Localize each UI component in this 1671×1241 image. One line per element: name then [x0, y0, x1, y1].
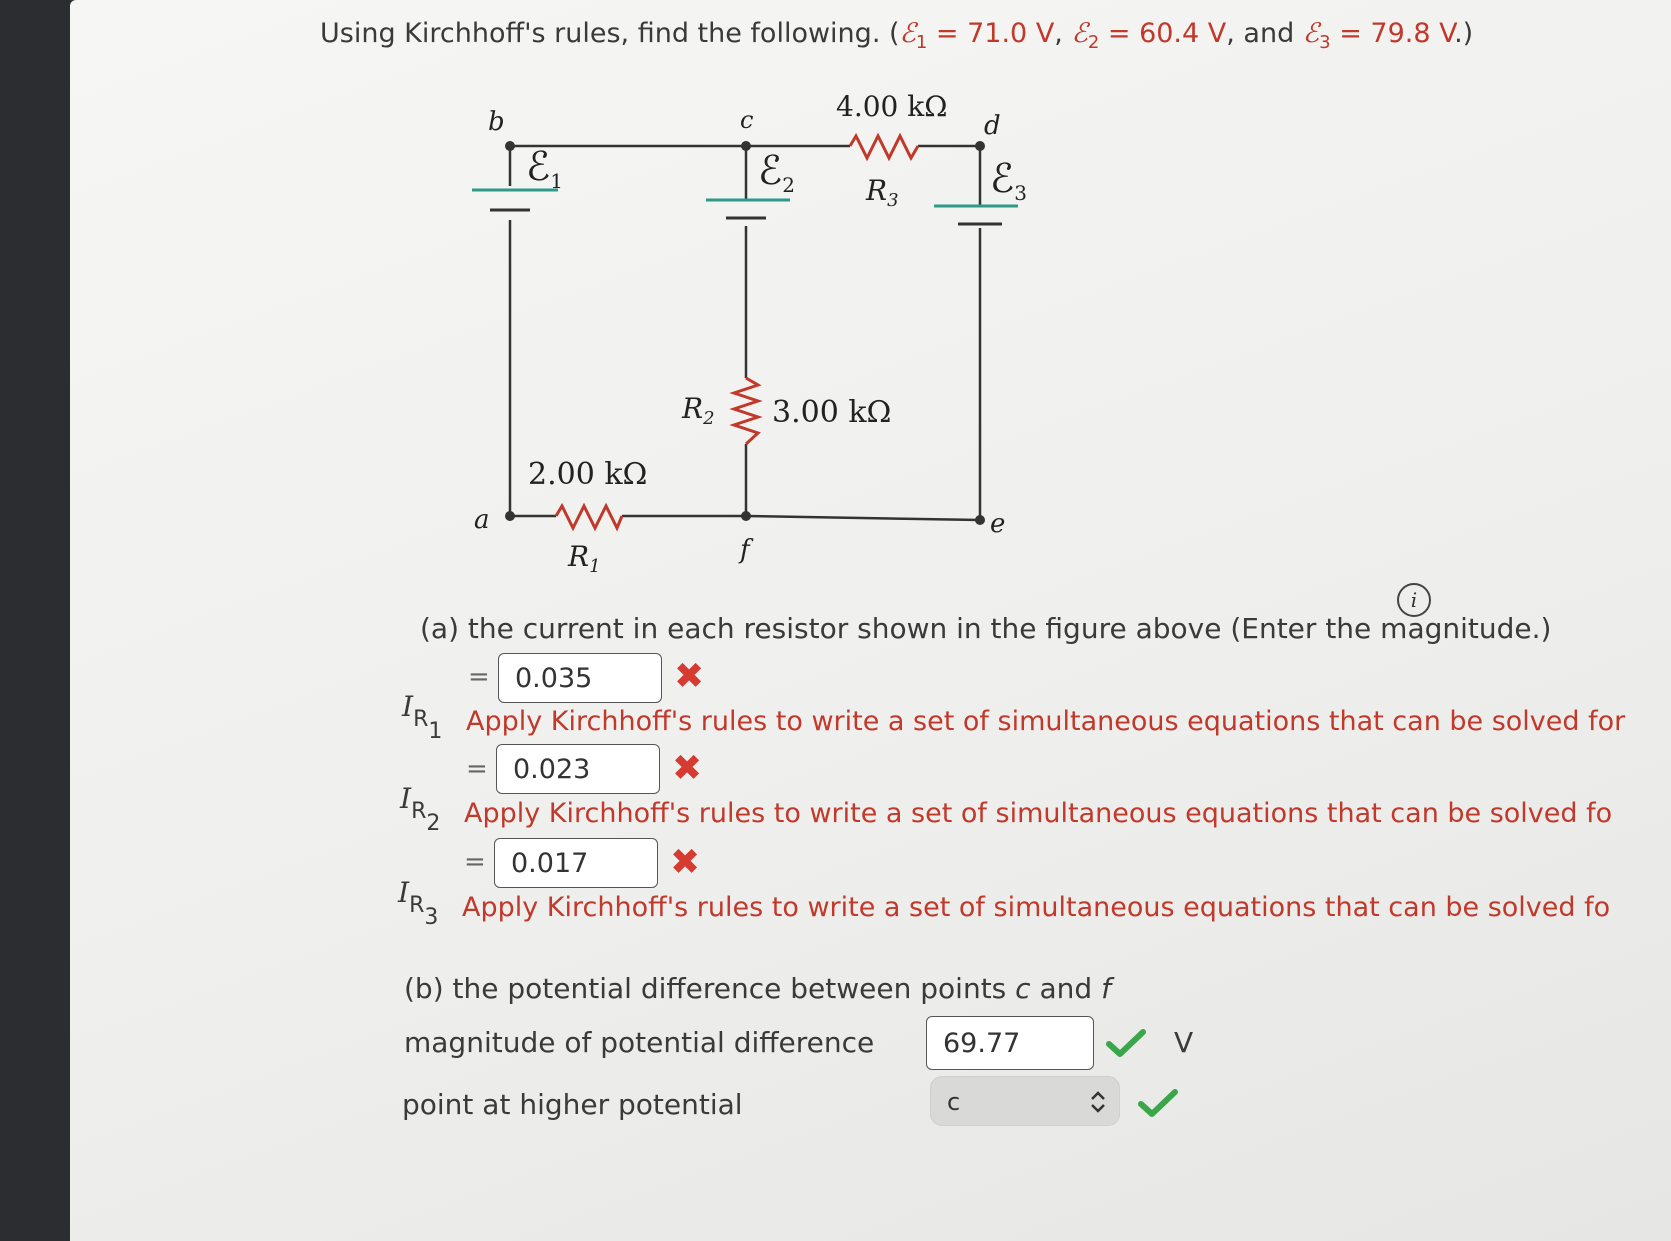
- emf1-value: = 71.0 V: [927, 18, 1055, 49]
- r3-value: 4.00 kΩ: [836, 90, 948, 123]
- info-icon[interactable]: i: [1397, 583, 1431, 617]
- battery-emf3: [934, 206, 1018, 224]
- node-d-label: d: [984, 111, 1001, 141]
- i-r1-wrong-icon: ✖: [674, 656, 705, 697]
- emf3-label: ℰ$_3$: [990, 156, 1027, 205]
- r3-name: $R_3$: [866, 174, 899, 211]
- emf2-given: [1071, 18, 1227, 53]
- higher-potential-correct-icon: [1138, 1088, 1178, 1118]
- i-r2-input[interactable]: 0.023: [496, 744, 660, 794]
- emf2-subscript: 2: [1087, 32, 1100, 53]
- resistor-r2: [734, 378, 758, 444]
- node-a-label: a: [474, 505, 490, 535]
- higher-potential-value: c: [947, 1088, 961, 1116]
- i-r3-feedback: Apply Kirchhoff's rules to write a set of simultaneous equations that can be solved fo: [462, 892, 1611, 923]
- question-text: [320, 18, 1473, 53]
- i-r3-input[interactable]: 0.017: [494, 838, 658, 888]
- emf1-given: [899, 18, 1055, 53]
- higher-potential-label: point at higher potential: [402, 1088, 743, 1121]
- i-r1-equals: =: [468, 662, 490, 692]
- node-f-label: f: [740, 535, 750, 565]
- question-sep2: , and: [1226, 18, 1303, 49]
- question-tail: .): [1454, 18, 1474, 49]
- i-r1-feedback: Apply Kirchhoff's rules to write a set of simultaneous equations that can be solved for: [466, 706, 1626, 737]
- question-lead: Using Kirchhoff's rules, find the following. (: [320, 18, 900, 49]
- i-r3-wrong-icon: ✖: [670, 842, 701, 883]
- battery-emf1: [472, 190, 558, 210]
- magnitude-label: magnitude of potential difference: [404, 1026, 875, 1059]
- circuit-diagram: [450, 88, 1070, 598]
- emf2-value: = 60.4 V: [1099, 18, 1227, 49]
- i-r3-label: $I_{R3}$: [398, 876, 439, 930]
- r2-name: $R_2$: [682, 392, 715, 429]
- i-r2-wrong-icon: ✖: [672, 748, 703, 789]
- select-arrows-icon: [1089, 1090, 1107, 1114]
- worksheet: [70, 0, 1671, 1241]
- resistor-r3: [850, 136, 918, 158]
- node-e-dot: [975, 515, 985, 525]
- node-e-label: e: [990, 509, 1006, 539]
- resistor-r1: [556, 506, 622, 528]
- emf1-symbol: ℰ: [899, 18, 916, 49]
- i-r2-feedback: Apply Kirchhoff's rules to write a set of simultaneous equations that can be solved fo: [464, 798, 1613, 829]
- part-a-prompt: (a) the current in each resistor shown in the figure above (Enter the magnitude.): [420, 612, 1552, 645]
- r1-value: 2.00 kΩ: [528, 457, 648, 492]
- i-r2-label: $I_{R2}$: [400, 782, 441, 836]
- r1-name: $R_1$: [568, 540, 601, 577]
- part-b-prompt: (b) the potential difference between points c and f: [404, 972, 1111, 1005]
- node-f-dot: [741, 511, 751, 521]
- magnitude-input[interactable]: 69.77: [926, 1016, 1094, 1070]
- magnitude-correct-icon: [1106, 1028, 1146, 1058]
- emf2-label: ℰ$_2$: [758, 148, 795, 197]
- question-sep1: ,: [1054, 18, 1072, 49]
- i-r1-input[interactable]: 0.035: [498, 653, 662, 703]
- node-b-dot: [505, 141, 515, 151]
- emf1-label: ℰ$_1$: [526, 144, 563, 193]
- emf3-subscript: 3: [1319, 32, 1331, 53]
- node-c-label: c: [740, 106, 754, 134]
- node-c-dot: [741, 141, 751, 151]
- node-b-label: b: [488, 107, 505, 137]
- emf3-given: [1302, 18, 1455, 53]
- emf3-symbol: ℰ: [1302, 18, 1320, 49]
- i-r2-equals: =: [466, 754, 488, 784]
- emf1-subscript: 1: [915, 32, 928, 53]
- node-a-dot: [505, 511, 515, 521]
- i-r3-equals: =: [464, 847, 486, 877]
- node-d-dot: [975, 141, 985, 151]
- unit-label: V: [1174, 1026, 1194, 1059]
- battery-emf2: [706, 200, 790, 218]
- emf2-symbol: ℰ: [1071, 18, 1088, 49]
- i-r1-label: $I_{R1}$: [402, 690, 443, 744]
- emf3-value: = 79.8 V: [1330, 18, 1455, 49]
- higher-potential-select[interactable]: [930, 1076, 1120, 1126]
- r2-value: 3.00 kΩ: [772, 395, 892, 430]
